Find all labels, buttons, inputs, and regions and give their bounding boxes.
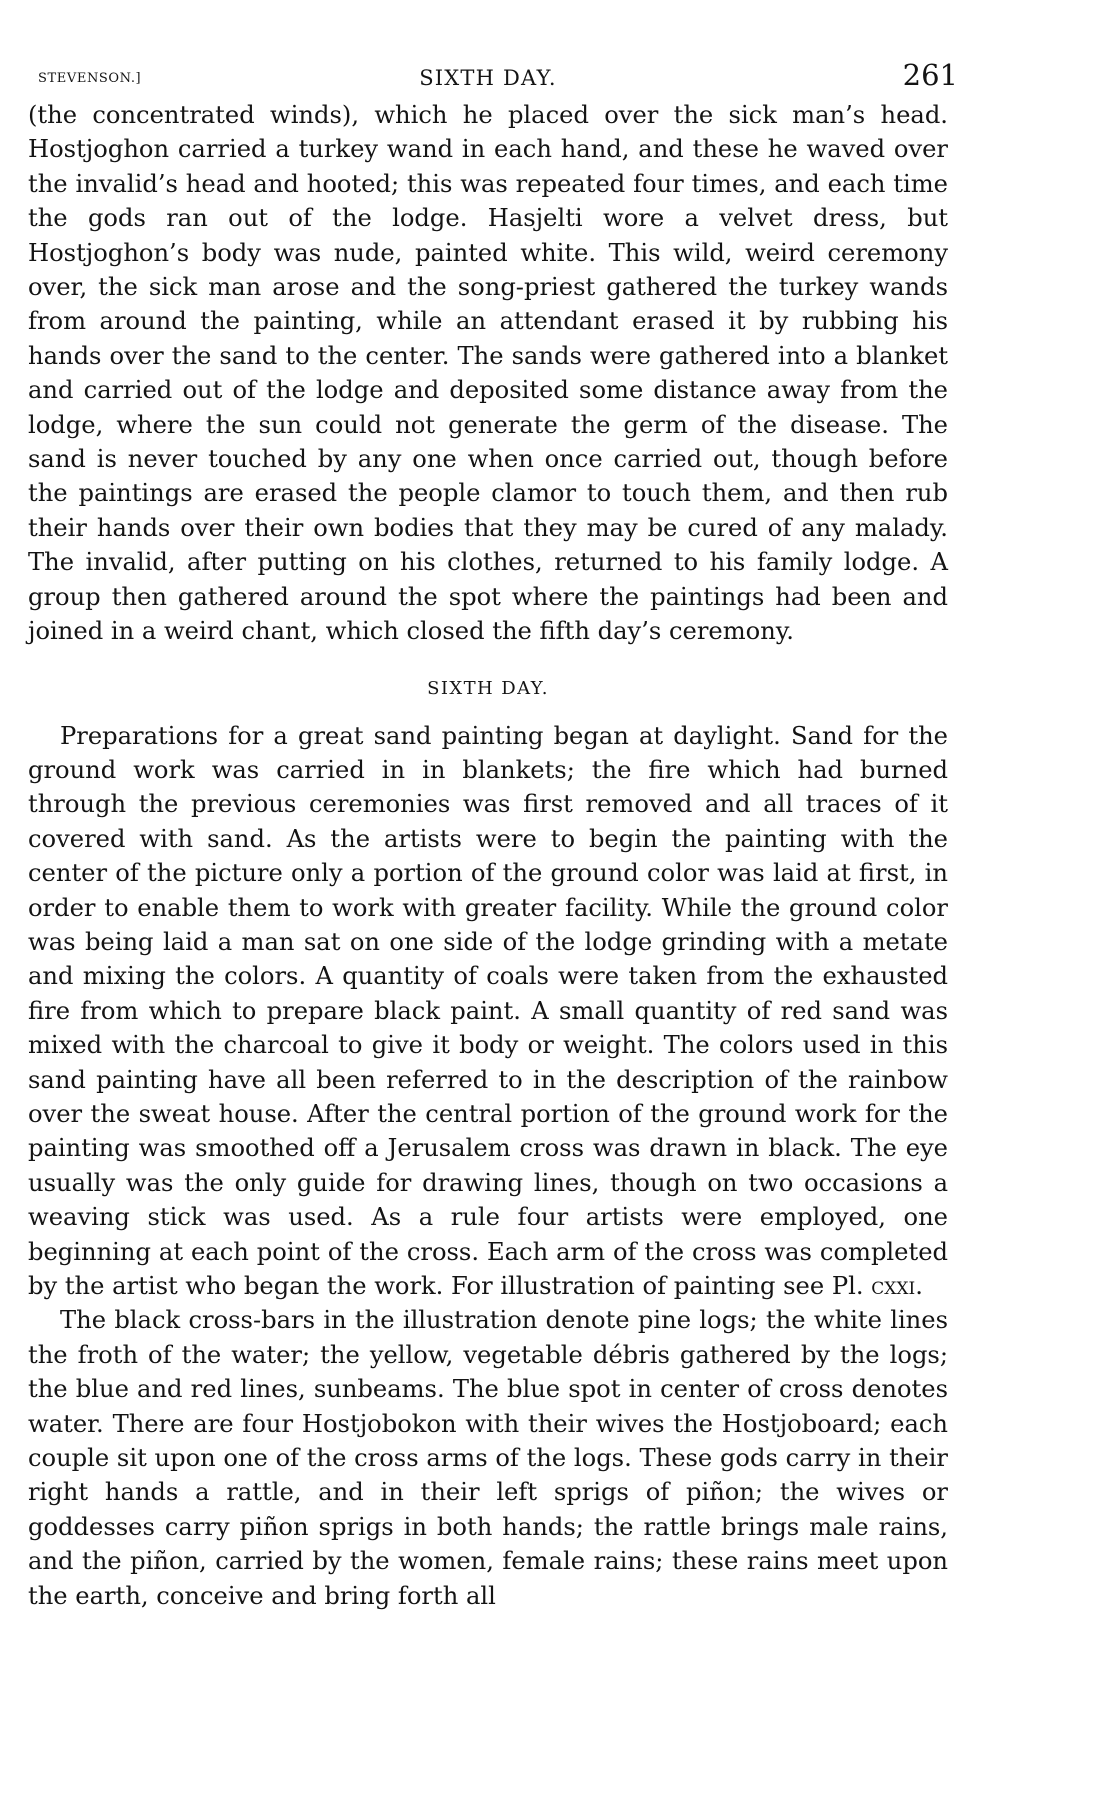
book-page: [28, 54, 958, 1613]
continued-paragraph: (the concentrated winds), which he placed over the sick man’s head. Hostjoghon carried a turkey wand in each hand, and these he waved over the invalid’s head and hooted; this was repeated four times, and each time the gods ran out of the lodge. Hasjelti wore a velvet dress, but Hostjoghon’s body was nude, painted white. This wild, weird ceremony over, the sick man arose and the song-priest gathered the turkey wands from around the painting, while an attendant erased it by rubbing his hands over the sand to the center. The sands were gathered into a blanket and carried out of the lodge and deposited some distance away from the lodge, where the sun could not generate the germ of the disease. The sand is never touched by any one when once carried out, though before the paintings are erased the people clamor to touch them, and then rub their hands over their own bodies that they may be cured of any malady. The invalid, after putting on his clothes, returned to his family lodge. A group then gathered around the spot where the paintings had been and joined in a weird chant, which closed the fifth day’s ceremony.: [28, 101, 948, 646]
symbolism-paragraph: The black cross-bars in the illustration denote pine logs; the white lines the froth of the water; the yellow, vegetable débris gathered by the logs; the blue and red lines, sunbeams. The blue spot in center of cross denotes water. There are four Hostjobokon with their wives the Hostjoboard; each couple sit upon one of the cross arms of the logs. These gods carry in their right hands a rattle, and in their left sprigs of piñon; the wives or goddesses carry piñon sprigs in both hands; the rattle brings male rains, and the piñon, carried by the women, female rains; these rains meet upon the earth, conceive and bring forth all: [28, 1306, 948, 1610]
sand-painting-paragraph: [28, 719, 948, 1304]
plate-reference: cxxi.: [871, 1272, 923, 1300]
sand-painting-text: Preparations for a great sand painting began at daylight. Sand for the ground work was carried in in blankets; the fire which had burned through the previous ceremonies was first removed and all traces of it covered with sand. As the artists were to begin the painting with the center of the picture only a portion of the ground color was laid at first, in order to enable them to work with greater facility. While the ground color was being laid a man sat on one side of the lodge grinding with a metate and mixing the colors. A quantity of coals were taken from the exhausted fire from which to prepare black paint. A small quantity of red sand was mixed with the charcoal to give it body or weight. The colors used in this sand painting have all been referred to in the description of the rainbow over the sweat house. After the central portion of the ground work for the painting was smoothed off a Jerusalem cross was drawn in black. The eye usually was the only guide for drawing lines, though on two occasions a weaving stick was used. As a rule four artists were employed, one beginning at each point of the cross. Each arm of the cross was completed by the artist who began the work. For illustration of painting see Pl.: [28, 721, 948, 1300]
page-number: 261: [902, 58, 958, 92]
running-head: [28, 54, 958, 98]
section-heading: SIXTH DAY.: [427, 677, 549, 699]
author-running-head: STEVENSON.]: [38, 71, 142, 86]
chapter-running-title: SIXTH DAY.: [419, 66, 557, 90]
